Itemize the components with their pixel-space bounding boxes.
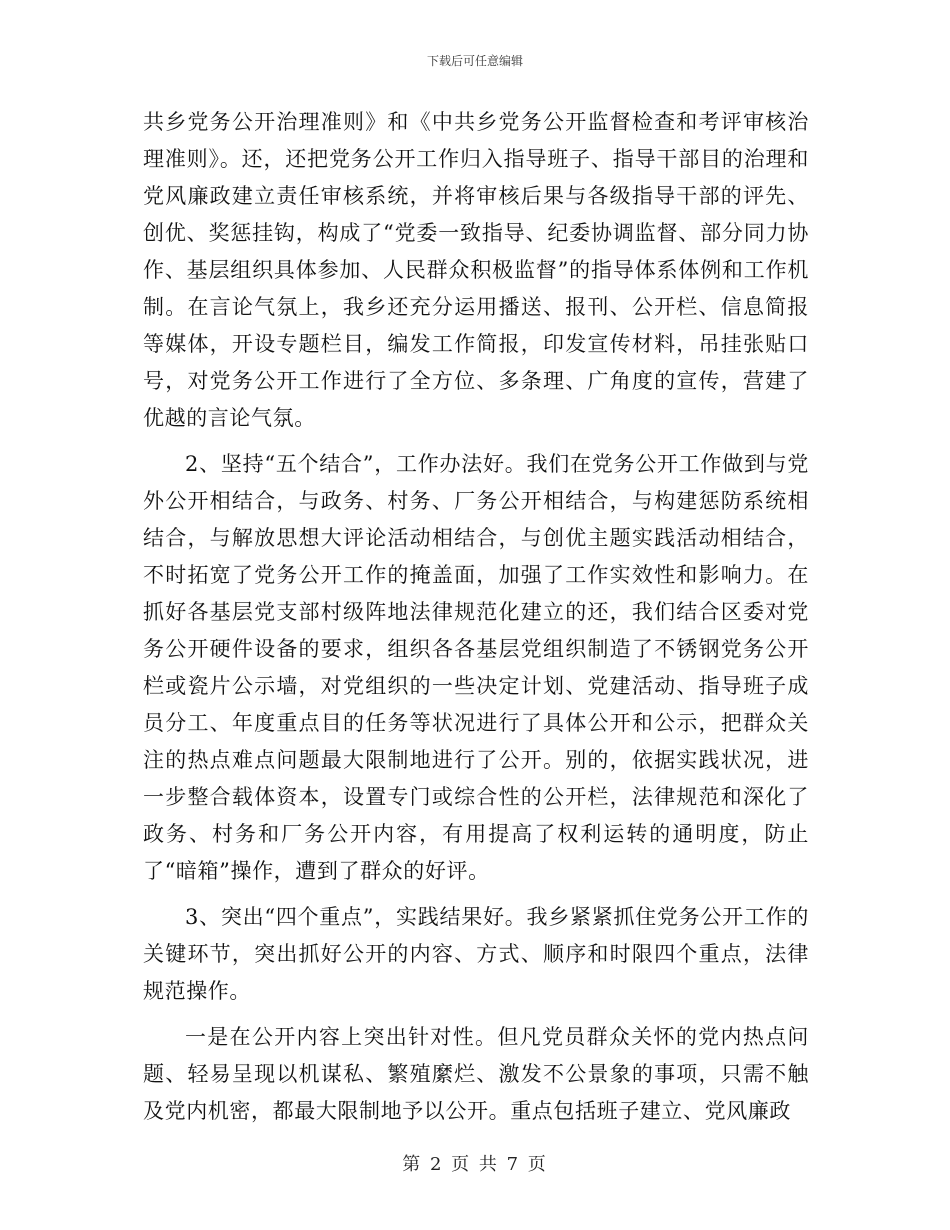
page-header: 下载后可任意编辑: [426, 54, 523, 68]
paragraph-four-key-points: 3、突出“四个重点”，实践结果好。我乡紧紧抓住党务公开工作的关键环节，突出抓好公开的内容、方式、顺序和时限四个重点，法律规范操作。: [143, 905, 809, 1003]
body-text: [143, 104, 809, 1139]
paragraph-content-targeting: 一是在公开内容上突出针对性。但凡党员群众关怀的党内热点问题、轻易呈现以机谋私、繁殖縻烂、激发不公景象的事项，只需不触及党内机密，都最大限制地予以公开。重点包括班子建立、党风廉政: [143, 1025, 809, 1123]
page-number: 第 2 页 共 7 页: [402, 1154, 548, 1175]
paragraph-five-combinations: 2、坚持“五个结合”，工作办法好。我们在党务公开工作做到与党外公开相结合，与政务、村务、厂务公开相结合，与构建惩防系统相结合，与解放思想大评论活动相结合，与创优主题实践活动相结合，不时拓宽了党务公开工作的掩盖面，加强了工作实效性和影响力。在抓好各基层党支部村级阵地法律规范化建立的还，我们结合区委对党务公开硬件设备的要求，组织各各基层党组织制造了不锈钢党务公开栏或瓷片公示墙，对党组织的一些决定计划、党建活动、指导班子成员分工、年度重点目的任务等状况进行了具体公开和公示，把群众关注的热点难点问题最大限制地进行了公开。别的，依据实践状况，进一步整合载体资本，设置专门或综合性的公开栏，法律规范和深化了政务、村务和厂务公开内容，有用提高了权利运转的通明度，防止了“暗箱”操作，遭到了群众的好评。: [143, 452, 809, 883]
paragraph-continuation: 共乡党务公开治理准则》和《中共乡党务公开监督检查和考评审核治理准则》。还，还把党务公开工作归入指导班子、指导干部目的治理和党风廉政建立责任审核系统，并将审核后果与各级指导干部的评先、创优、奖惩挂钩，构成了“党委一致指导、纪委协调监督、部分同力协作、基层组织具体参加、人民群众积极监督”的指导体系体例和工作机制。在言论气氛上，我乡还充分运用播送、报刊、公开栏、信息简报等媒体，开设专题栏目，编发工作简报，印发宣传材料，吊挂张贴口号，对党务公开工作进行了全方位、多条理、广角度的宣传，营建了优越的言论气氛。: [143, 110, 809, 430]
